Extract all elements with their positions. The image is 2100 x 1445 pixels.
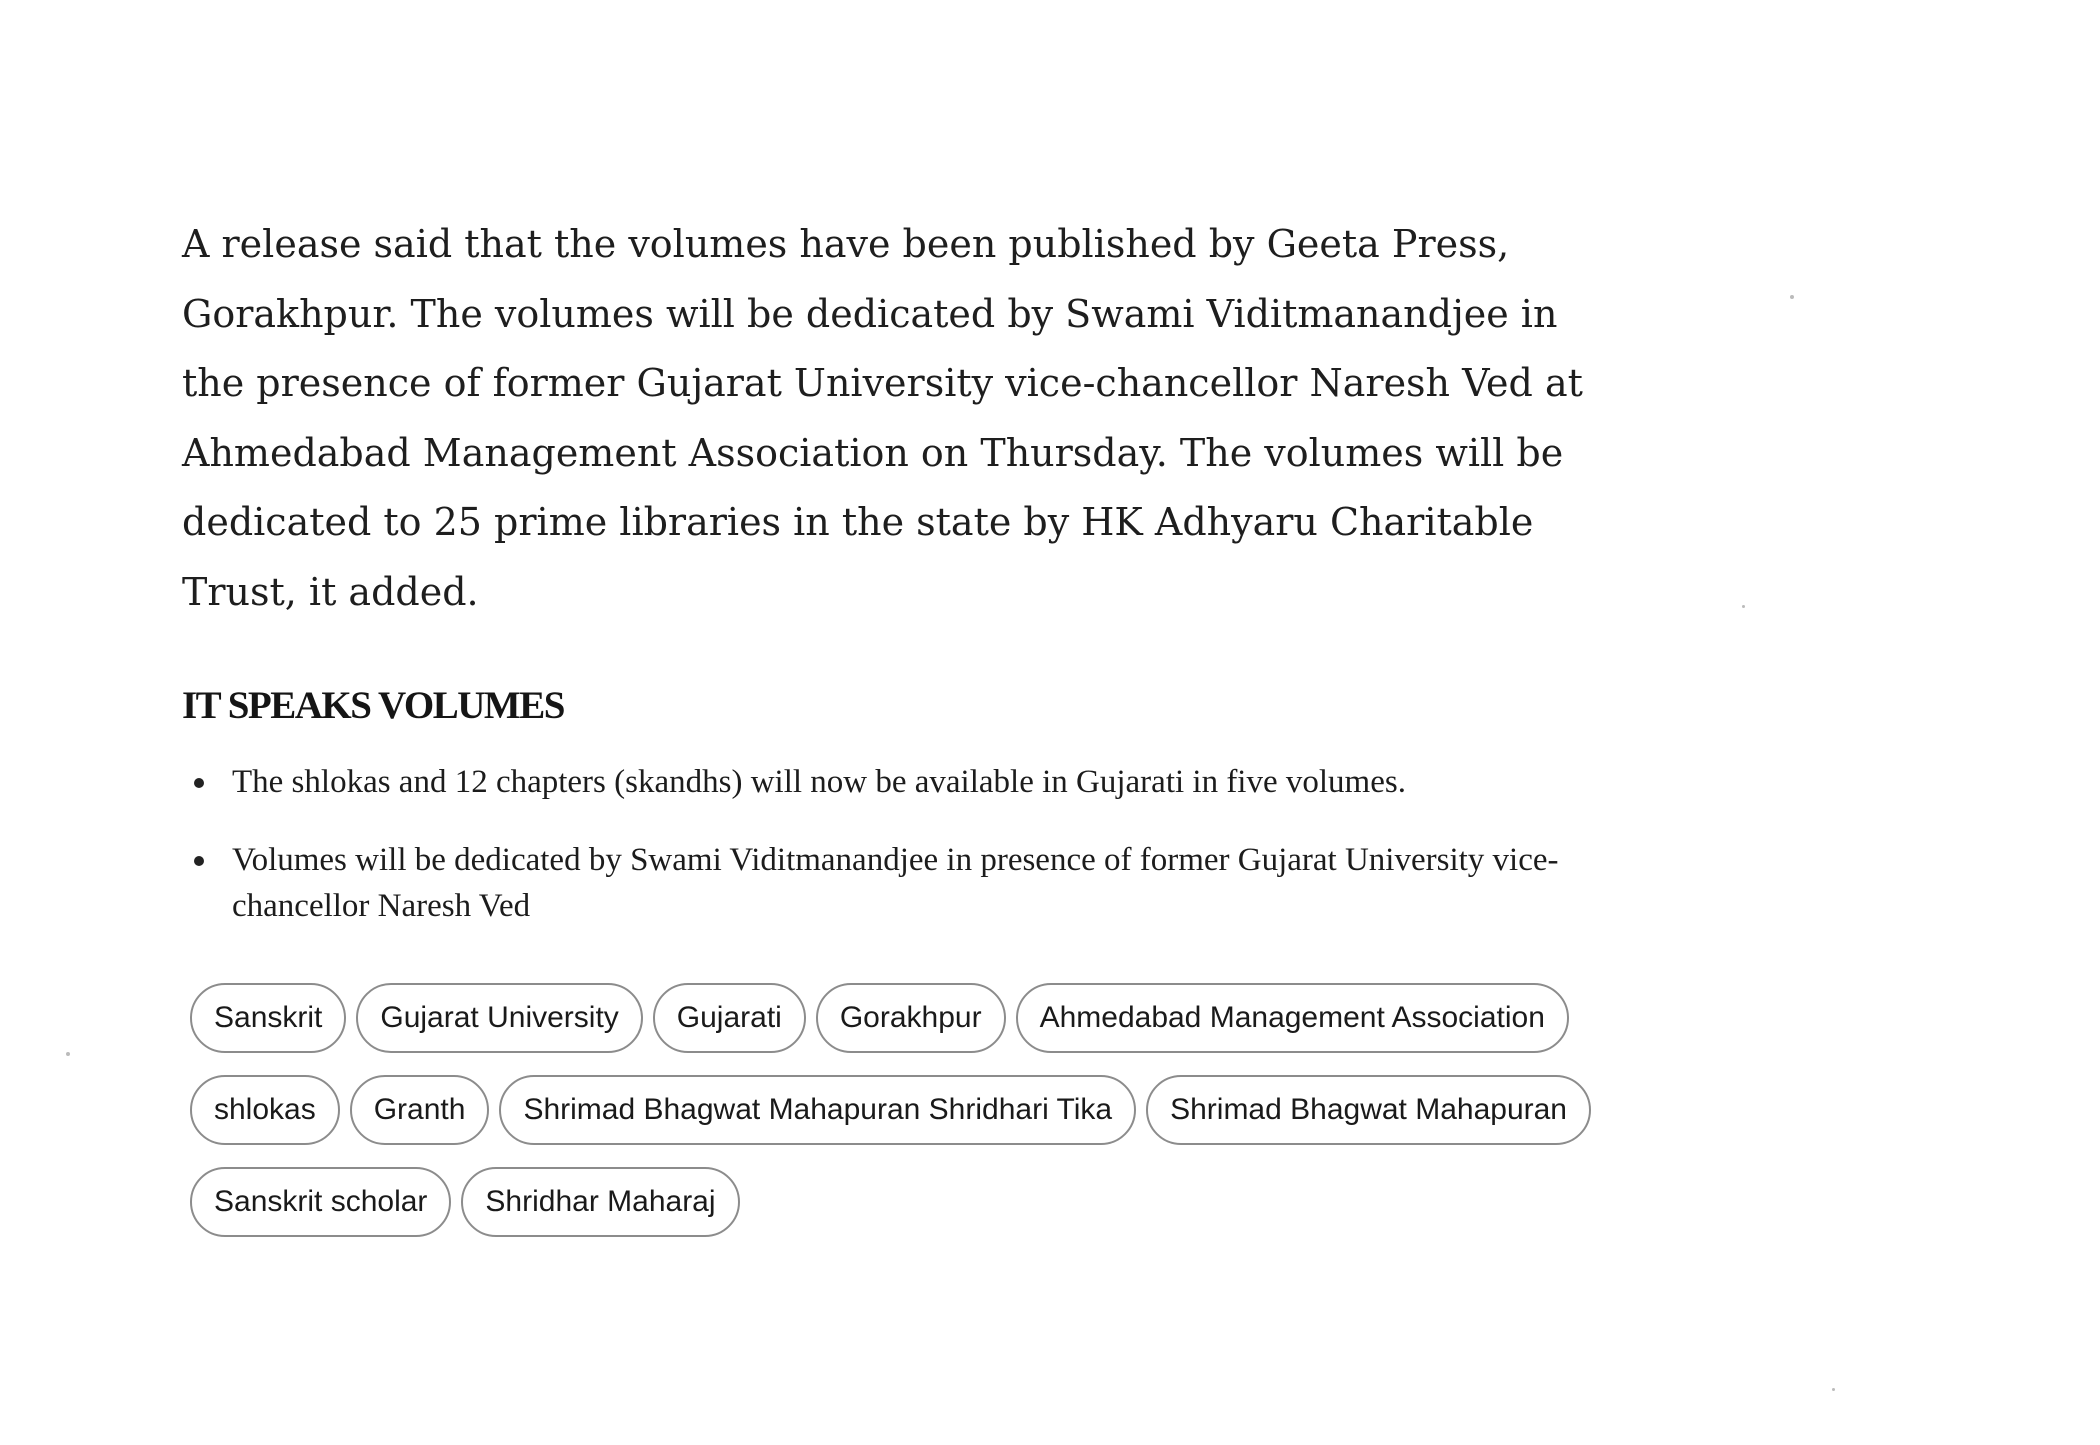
highlight-item bbox=[182, 759, 1622, 805]
tag-gorakhpur[interactable]: Gorakhpur bbox=[816, 983, 1006, 1053]
tag-granth[interactable]: Granth bbox=[350, 1075, 490, 1145]
bullet-icon bbox=[194, 856, 204, 866]
tag-gujarat-university[interactable]: Gujarat University bbox=[356, 983, 642, 1053]
bullet-icon bbox=[194, 778, 204, 788]
tag-shrimad-bhagwat-mahapuran-shridhari-tika[interactable]: Shrimad Bhagwat Mahapuran Shridhari Tika bbox=[499, 1075, 1136, 1145]
highlight-text: Volumes will be dedicated by Swami Viditmanandjee in presence of former Gujarat University vice-chancellor Naresh Ved bbox=[232, 842, 1559, 924]
highlights-list bbox=[182, 759, 1622, 929]
tag-shlokas[interactable]: shlokas bbox=[190, 1075, 340, 1145]
scan-speck bbox=[1790, 295, 1794, 299]
article-paragraph: A release said that the volumes have been published by Geeta Press, Gorakhpur. The volumes will be dedicated by Swami Viditmanandjee in the presence of former Gujarat University vice-chancellor Naresh Ved at Ahmedabad Management Association on Thursday. The volumes will be dedicated to 25 prime libraries in the state by HK Adhyaru Charitable Trust, it added. bbox=[182, 222, 1583, 614]
tag-ahmedabad-management-association[interactable]: Ahmedabad Management Association bbox=[1016, 983, 1569, 1053]
scan-speck bbox=[66, 1052, 70, 1056]
highlight-item bbox=[182, 837, 1622, 929]
tag-shridhar-maharaj[interactable]: Shridhar Maharaj bbox=[461, 1167, 739, 1237]
section-heading: IT SPEAKS VOLUMES bbox=[182, 684, 564, 727]
tag-shrimad-bhagwat-mahapuran[interactable]: Shrimad Bhagwat Mahapuran bbox=[1146, 1075, 1591, 1145]
article bbox=[182, 210, 1622, 1237]
tag-list bbox=[190, 983, 1670, 1237]
scan-speck bbox=[1742, 605, 1745, 608]
highlight-text: The shlokas and 12 chapters (skandhs) will now be available in Gujarati in five volumes. bbox=[232, 764, 1406, 800]
tag-sanskrit-scholar[interactable]: Sanskrit scholar bbox=[190, 1167, 451, 1237]
tag-sanskrit[interactable]: Sanskrit bbox=[190, 983, 346, 1053]
tag-gujarati[interactable]: Gujarati bbox=[653, 983, 806, 1053]
scan-speck bbox=[1832, 1388, 1835, 1391]
